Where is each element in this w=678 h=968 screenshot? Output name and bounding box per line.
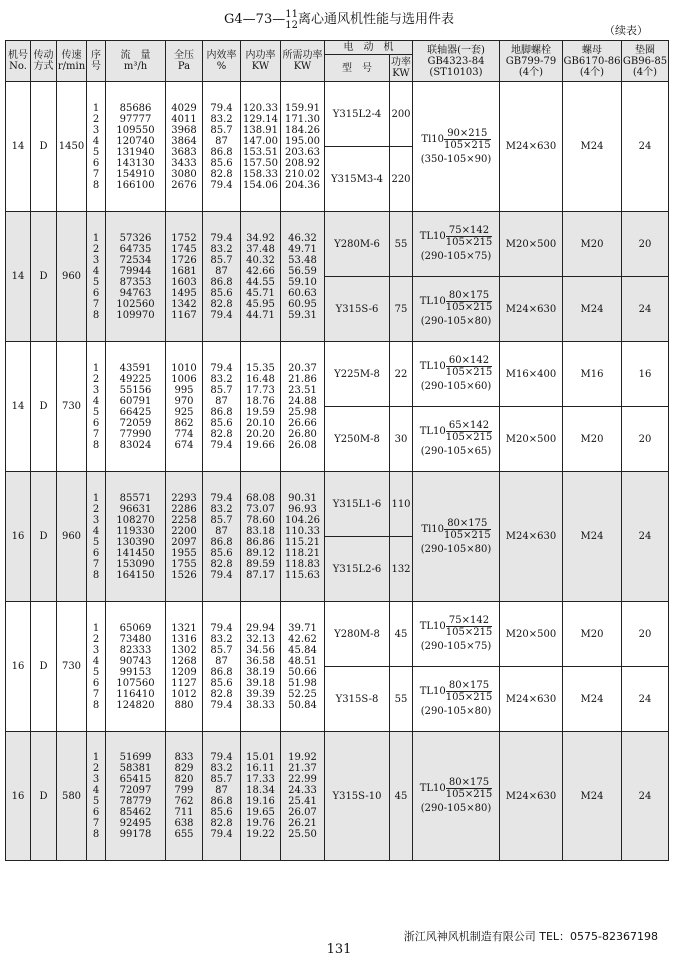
cell-bolt: M16×400 [500, 342, 563, 407]
header-bolt-qty: (4个) [518, 66, 544, 78]
cell-coupling [413, 342, 500, 407]
header-inpower-en: KW [251, 61, 270, 72]
cell-motor-power: 200 [390, 82, 413, 147]
cell-eff: 79.4 83.2 85.7 87 86.8 85.6 82.8 79.4 [203, 472, 241, 602]
cell-inpower: 29.94 32.13 34.56 36.58 38.19 39.18 39.39 38.33 [241, 602, 281, 732]
coupling-fraction [446, 355, 493, 378]
page-title [0, 8, 678, 31]
cell-reqpower: 20.37 21.86 23.51 24.88 25.98 26.66 26.80 26.08 [281, 342, 325, 472]
table-row [6, 212, 669, 277]
header-washer-qty: (4个) [632, 66, 658, 78]
cell-flow: 43591 49225 55156 60791 66425 72059 77990 83024 [106, 342, 166, 472]
cell-nut: M20 [563, 212, 622, 277]
cell-seq: 1 2 3 4 5 6 7 8 [87, 342, 106, 472]
table-header [6, 41, 669, 82]
header-bolt [500, 41, 563, 82]
cell-eff: 79.4 83.2 85.7 87 86.8 85.6 82.8 79.4 [203, 342, 241, 472]
cell-motor-model: Y315L2-6 [325, 537, 390, 602]
header-drive-zh: 传动 [33, 50, 54, 61]
cell-motor-power: 45 [390, 602, 413, 667]
cell-motor-model: Y250M-8 [325, 407, 390, 472]
header-model-no-zh: 机号 [8, 50, 28, 61]
header-speed [57, 41, 87, 82]
cell-speed: 960 [57, 212, 87, 342]
coupling-prefix: Tl10 [421, 523, 445, 535]
page-number: 131 [326, 942, 352, 957]
header-drive [31, 41, 57, 82]
header-eff-zh: 内效率 [206, 50, 237, 61]
table-row [6, 82, 669, 147]
cell-coupling [413, 472, 500, 602]
header-seq [87, 41, 106, 82]
coupling-fraction [446, 420, 493, 443]
cell-nut: M20 [563, 407, 622, 472]
header-model-no [6, 41, 31, 82]
cell-speed: 730 [57, 342, 87, 472]
coupling-num: 65×142 [446, 420, 493, 432]
cell-inpower: 120.33 129.14 138.91 147.00 153.51 157.50 158.33 154.06 [241, 82, 281, 212]
header-drive-en: 方式 [33, 61, 54, 72]
coupling-num: 80×175 [446, 680, 493, 692]
cell-no: 14 [6, 342, 31, 472]
cell-motor-model: Y280M-6 [325, 212, 390, 277]
cell-pressure: 2293 2286 2258 2200 2097 1955 1755 1526 [166, 472, 203, 602]
header-coupling-std: GB4323-84 [427, 55, 485, 67]
cell-washer: 24 [622, 82, 669, 212]
header-washer-zh: 垫圈 [635, 44, 655, 56]
spec-table [5, 40, 669, 861]
cell-washer: 24 [622, 667, 669, 732]
coupling-den: 105×215 [445, 789, 493, 800]
cell-eff: 79.4 83.2 85.7 87 86.8 85.6 82.8 79.4 [203, 212, 241, 342]
cell-drive: D [31, 602, 57, 732]
cell-nut: M24 [563, 667, 622, 732]
cell-motor-model: Y280M-8 [325, 602, 390, 667]
cell-motor-model: Y315M3-4 [325, 147, 390, 212]
cell-motor-power: 45 [390, 732, 413, 861]
header-nut-std: GB6170-86 [563, 55, 621, 67]
cell-eff: 79.4 83.2 85.7 87 86.8 85.6 82.8 79.4 [203, 732, 241, 861]
coupling-prefix: TL10 [419, 621, 446, 632]
header-inpower [241, 41, 281, 82]
cell-motor-power: 30 [390, 407, 413, 472]
coupling-fraction [446, 290, 493, 313]
coupling-den: 105×215 [444, 529, 491, 541]
coupling-note: (290-105×60) [420, 381, 492, 392]
cell-washer: 24 [622, 732, 669, 861]
cell-inpower: 34.92 37.48 40.32 42.66 44.55 45.71 45.95 44.71 [241, 212, 281, 342]
title-prefix: G4—73— [224, 12, 286, 27]
header-nut-qty: (4个) [579, 66, 605, 78]
coupling-den: 105×215 [445, 237, 493, 248]
header-bolt-zh: 地脚螺栓 [511, 44, 551, 56]
cell-nut: M24 [563, 82, 622, 212]
cell-bolt: M20×500 [500, 407, 563, 472]
cell-flow: 85686 97777 109550 120740 131940 143130 154910 166100 [106, 82, 166, 212]
coupling-spec [413, 680, 499, 718]
cell-flow: 85571 96631 108270 119330 130390 141450 153090 164150 [106, 472, 166, 602]
header-seq-zh: 序 [91, 50, 101, 61]
coupling-fraction [444, 128, 491, 151]
cell-seq: 1 2 3 4 5 6 7 8 [87, 602, 106, 732]
header-washer [622, 41, 669, 82]
cell-seq: 1 2 3 4 5 6 7 8 [87, 212, 106, 342]
cell-pressure: 1010 1006 995 970 925 862 774 674 [166, 342, 203, 472]
cell-drive: D [31, 732, 57, 861]
header-flow-zh: 流 量 [120, 50, 151, 61]
cell-flow: 51699 58381 65415 72097 78779 85462 92495 99178 [106, 732, 166, 861]
cell-coupling [413, 82, 500, 212]
cell-washer: 20 [622, 212, 669, 277]
header-reqpower [281, 41, 325, 82]
header-coupling-std2: (ST10103) [429, 66, 483, 78]
header-reqpower-zh: 所需功率 [282, 50, 323, 61]
coupling-den: 105×215 [445, 692, 493, 703]
company-footer: 浙江风神风机制造有限公司 TEL：0575-82367198 [403, 930, 658, 943]
coupling-prefix: TL10 [419, 426, 446, 437]
header-flow [106, 41, 166, 82]
cell-pressure: 1321 1316 1302 1268 1209 1127 1012 880 [166, 602, 203, 732]
coupling-spec [413, 615, 499, 653]
coupling-spec [413, 355, 499, 393]
coupling-fraction [444, 518, 491, 541]
cell-motor-power: 22 [390, 342, 413, 407]
header-model-no-en: No. [9, 61, 27, 72]
coupling-spec [413, 518, 499, 556]
header-motor-power: 功率 KW [390, 55, 413, 82]
header-coupling-zh: 联轴器(一套) [427, 44, 485, 56]
cell-motor-power: 55 [390, 667, 413, 732]
coupling-fraction [446, 777, 493, 800]
cell-washer: 24 [622, 277, 669, 342]
cell-washer: 16 [622, 342, 669, 407]
header-bolt-std: GB799-79 [505, 55, 557, 67]
cell-drive: D [31, 82, 57, 212]
coupling-den: 105×215 [445, 432, 493, 443]
cell-coupling [413, 407, 500, 472]
cell-nut: M24 [563, 472, 622, 602]
cell-no: 16 [6, 732, 31, 861]
header-speed-zh: 传速 [61, 50, 82, 61]
coupling-num: 80×175 [446, 290, 493, 302]
header-seq-en: 号 [91, 61, 101, 72]
cell-no: 16 [6, 602, 31, 732]
cell-bolt: M24×630 [500, 82, 563, 212]
cell-motor-model: Y315S-8 [325, 667, 390, 732]
table-row [6, 602, 669, 667]
header-pressure-zh: 全压 [174, 50, 194, 61]
header-flow-en: m³/h [123, 61, 148, 72]
cell-eff: 79.4 83.2 85.7 87 86.8 85.6 82.8 79.4 [203, 602, 241, 732]
coupling-note: (290-105×75) [420, 641, 492, 652]
cell-reqpower: 19.92 21.37 22.99 24.33 25.41 26.07 26.21 25.50 [281, 732, 325, 861]
header-inpower-zh: 内功率 [245, 50, 276, 61]
cell-motor-model: Y225M-8 [325, 342, 390, 407]
coupling-den: 105×215 [445, 627, 493, 638]
table-row [6, 472, 669, 537]
coupling-note: (290-105×65) [420, 446, 492, 457]
cell-drive: D [31, 342, 57, 472]
coupling-num: 80×175 [444, 518, 491, 530]
header-motor-model: 型 号 [325, 55, 390, 82]
cell-seq: 1 2 3 4 5 6 7 8 [87, 82, 106, 212]
cell-motor-power: 55 [390, 212, 413, 277]
cell-motor-power: 110 [390, 472, 413, 537]
cell-motor-model: Y315L2-4 [325, 82, 390, 147]
header-nut-zh: 螺母 [582, 44, 602, 56]
cell-nut: M24 [563, 732, 622, 861]
cell-washer: 20 [622, 602, 669, 667]
cell-eff: 79.4 83.2 85.7 87 86.8 85.6 82.8 79.4 [203, 82, 241, 212]
cell-motor-model: Y315S-6 [325, 277, 390, 342]
coupling-prefix: TL10 [419, 296, 446, 307]
cell-bolt: M24×630 [500, 277, 563, 342]
table-row [6, 342, 669, 407]
coupling-note: (290-105×80) [420, 543, 492, 555]
coupling-den: 105×215 [445, 302, 493, 313]
cell-nut: M16 [563, 342, 622, 407]
cell-inpower: 15.35 16.48 17.73 18.76 19.59 20.10 20.20 19.66 [241, 342, 281, 472]
cell-reqpower: 39.71 42.62 45.84 48.51 50.66 51.98 52.25 50.84 [281, 602, 325, 732]
cell-bolt: M24×630 [500, 472, 563, 602]
coupling-note: (290-105×80) [420, 316, 492, 327]
coupling-prefix: TL10 [419, 361, 446, 372]
cell-coupling [413, 277, 500, 342]
title-text: 离心通风机性能与选用件表 [297, 12, 454, 27]
coupling-num: 75×142 [446, 225, 493, 237]
cell-speed: 730 [57, 602, 87, 732]
cell-inpower: 68.08 73.07 78.60 83.18 86.86 89.12 89.59 87.17 [241, 472, 281, 602]
coupling-num: 60×142 [446, 355, 493, 367]
cell-inpower: 15.01 16.11 17.33 18.34 19.16 19.65 19.76 19.22 [241, 732, 281, 861]
coupling-fraction [446, 680, 493, 703]
coupling-note: (290-105×80) [420, 706, 492, 717]
header-eff [203, 41, 241, 82]
coupling-num: 75×142 [446, 615, 493, 627]
cell-reqpower: 159.91 171.30 184.26 195.00 203.63 208.92 210.02 204.36 [281, 82, 325, 212]
cell-no: 16 [6, 472, 31, 602]
cell-pressure: 1752 1745 1726 1681 1603 1495 1342 1167 [166, 212, 203, 342]
cell-coupling [413, 602, 500, 667]
coupling-prefix: TL10 [419, 783, 446, 794]
table-body [6, 82, 669, 861]
title-fraction-den: 12 [285, 19, 298, 31]
cell-no: 14 [6, 212, 31, 342]
cell-motor-model: Y315L1-6 [325, 472, 390, 537]
cell-motor-power: 132 [390, 537, 413, 602]
cell-flow: 65069 73480 82333 90743 99153 107560 116410 124820 [106, 602, 166, 732]
cell-reqpower: 46.32 49.71 53.48 56.59 59.10 60.63 60.95 59.31 [281, 212, 325, 342]
cell-motor-power: 220 [390, 147, 413, 212]
cell-bolt: M24×630 [500, 667, 563, 732]
coupling-den: 105×215 [444, 139, 491, 151]
coupling-note: (290-105×80) [420, 803, 492, 814]
cell-drive: D [31, 212, 57, 342]
header-pressure-en: Pa [177, 61, 191, 72]
coupling-num: 80×175 [446, 777, 493, 789]
cell-reqpower: 90.31 96.93 104.26 110.33 115.21 118.21 118.83 115.63 [281, 472, 325, 602]
cell-flow: 57326 64735 72534 79944 87353 94763 102560 109970 [106, 212, 166, 342]
cell-pressure: 4029 4011 3968 3864 3683 3433 3080 2676 [166, 82, 203, 212]
header-speed-en: r/min [57, 61, 86, 72]
coupling-spec [413, 225, 499, 263]
cell-washer: 20 [622, 407, 669, 472]
coupling-spec [413, 420, 499, 458]
coupling-note: (350-105×90) [420, 153, 492, 165]
cell-motor-model: Y315S-10 [325, 732, 390, 861]
cell-coupling [413, 212, 500, 277]
cell-nut: M24 [563, 277, 622, 342]
header-eff-en: % [216, 61, 227, 72]
coupling-prefix: Tl10 [421, 133, 445, 145]
cell-seq: 1 2 3 4 5 6 7 8 [87, 732, 106, 861]
coupling-spec [413, 777, 499, 815]
cell-seq: 1 2 3 4 5 6 7 8 [87, 472, 106, 602]
table-row [6, 732, 669, 861]
cell-coupling [413, 667, 500, 732]
cell-bolt: M20×500 [500, 602, 563, 667]
header-reqpower-en: KW [293, 61, 312, 72]
cell-bolt: M20×500 [500, 212, 563, 277]
header-pressure [166, 41, 203, 82]
cell-nut: M20 [563, 602, 622, 667]
coupling-spec [413, 290, 499, 328]
cell-speed: 580 [57, 732, 87, 861]
coupling-fraction [446, 225, 493, 248]
cell-washer: 24 [622, 472, 669, 602]
cell-no: 14 [6, 82, 31, 212]
cell-drive: D [31, 472, 57, 602]
cell-motor-power: 75 [390, 277, 413, 342]
cell-bolt: M24×630 [500, 732, 563, 861]
header-nut [563, 41, 622, 82]
title-fraction [285, 9, 298, 31]
cell-coupling [413, 732, 500, 861]
coupling-num: 90×215 [444, 128, 491, 140]
coupling-note: (290-105×75) [420, 251, 492, 262]
coupling-fraction [446, 615, 493, 638]
header-motor: 电 动 机 [325, 41, 413, 55]
cell-pressure: 833 829 820 799 762 711 638 655 [166, 732, 203, 861]
cell-speed: 1450 [57, 82, 87, 212]
coupling-prefix: TL10 [419, 686, 446, 697]
coupling-den: 105×215 [445, 367, 493, 378]
title-fraction-num: 11 [285, 8, 298, 20]
header-coupling [413, 41, 500, 82]
header-washer-std: GB96-85 [622, 55, 668, 67]
cell-speed: 960 [57, 472, 87, 602]
coupling-prefix: TL10 [419, 231, 446, 242]
coupling-spec [413, 128, 499, 166]
continued-label: （续表） [604, 24, 648, 37]
